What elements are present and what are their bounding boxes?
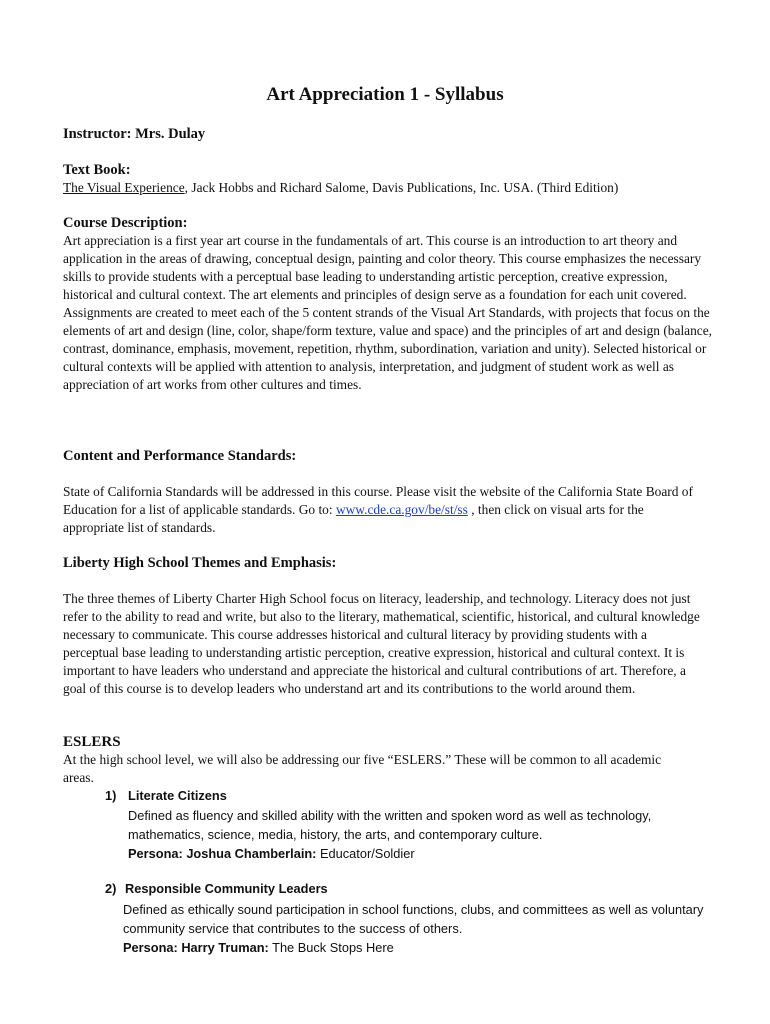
course-description-text: Art appreciation is a first year art course in the fundamentals of art. This course is an introduction to art theory and application in the areas of drawing, conceptual design, painting and color theory. This course emphasizes the necessary skills to provide students with a perceptual base leading to understanding artistic perception, creative expression, historical and cultural context. The art elements and principles of design serve as a foundation for each unit covered. Assignments are created to meet each of the 5 content strands of the Visual Art Standards, with projects that focus on the elements of art and design (line, color, shape/form texture, value and space) and the principles of art and design (balance, contrast, dominance, emphasis, movement, repetition, rhythm, subordination, variation and unity). Selected historical or cultural contexts will be applied with attention to analysis, interpretation, and judgment of student work as well as appreciation of art works from other cultures and times. <box>63 233 713 392</box>
textbook-citation <box>63 179 723 197</box>
standards-text-before: State of California Standards will be addressed in this course. Please visit the website of the California State Board of Education for a list of applicable standards. Go to: <box>63 484 693 517</box>
eslers-item-1-definition: Defined as fluency and skilled ability with the written and spoken word as well as technology, mathematics, science, media, history, the arts, and contemporary culture. <box>128 808 652 842</box>
eslers-item-2-persona-label: Persona: Harry Truman: <box>123 940 269 955</box>
standards-link[interactable]: www.cde.ca.gov/be/st/ss <box>335 502 468 517</box>
textbook-title: The Visual Experience <box>63 180 185 195</box>
instructor-line: Instructor: Mrs. Dulay <box>63 126 206 142</box>
eslers-heading: ESLERS <box>63 734 121 750</box>
standards-text <box>63 483 698 537</box>
course-description-heading: Course Description: <box>63 215 188 231</box>
eslers-intro: At the high school level, we will also be addressing our five “ESLERS.” These will be common to all academic areas. <box>63 752 662 785</box>
eslers-item-1-title: Literate Citizens <box>128 788 227 803</box>
eslers-item-1-persona-value: Educator/Soldier <box>316 846 415 861</box>
textbook-heading: Text Book: <box>63 162 131 178</box>
eslers-item-2-number: 2) <box>105 881 117 896</box>
eslers-item-2-definition: Defined as ethically sound participation in school functions, clubs, and committees as well as voluntary community service that contributes to the success of others. <box>123 902 704 936</box>
textbook-details: , Jack Hobbs and Richard Salome, Davis Publications, Inc. USA. (Third Edition) <box>184 180 619 195</box>
eslers-item-1-persona-label: Persona: Joshua Chamberlain: <box>128 846 317 861</box>
standards-heading: Content and Performance Standards: <box>63 448 297 464</box>
eslers-item-2-persona <box>123 938 708 957</box>
eslers-item-2-persona-value: The Buck Stops Here <box>268 940 394 955</box>
standards-text-after: , then click on visual arts for the appropriate list of standards. <box>63 502 644 535</box>
page-title: Art Appreciation 1 - Syllabus <box>266 84 504 105</box>
eslers-item-2-title: Responsible Community Leaders <box>125 881 328 896</box>
eslers-item-1-persona <box>128 844 708 863</box>
themes-text: The three themes of Liberty Charter High School focus on literacy, leadership, and technology. Literacy does not just refer to the ability to read and write, but also to the literary, mathematical, scientific, historical, and cultural knowledge necessary to communicate. This course addresses historical and cultural literacy by providing students with a perceptual base leading to understanding artistic perception, creative expression, historical and cultural context. It is important to have leaders who understand and appreciate the historical and cultural contributions of art. Therefore, a goal of this course is to develop leaders who understand art and its contributions to the world around them. <box>63 591 700 696</box>
eslers-item-1-number: 1) <box>105 788 117 803</box>
themes-heading: Liberty High School Themes and Emphasis: <box>63 555 337 571</box>
